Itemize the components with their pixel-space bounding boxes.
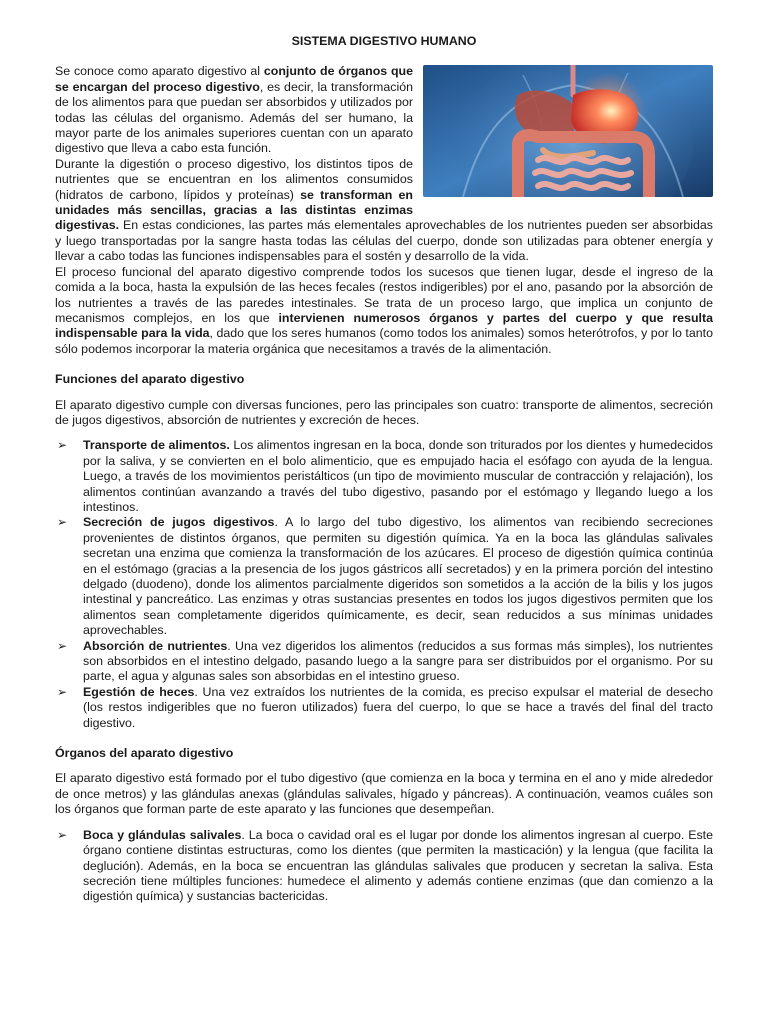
- list-item-term: Absorción de nutrientes: [83, 638, 228, 653]
- arrow-bullet-icon: ➢: [57, 638, 68, 653]
- bold-text: conjunto de órganos que se encargan del proceso digestivo: [55, 64, 414, 94]
- list-item-term: Boca y glándulas salivales: [83, 827, 242, 842]
- list-item-term: Transporte de alimentos.: [83, 438, 230, 453]
- text-run: , es decir, la transformación de los alimentos para que puedan ser absorbidos y utilizados por todas las células del organismo. Además del ser humano, la mayor parte de los animales superiores cuentan con un aparato digestivo que lleva a cabo esta función.: [55, 79, 413, 156]
- arrow-bullet-icon: ➢: [57, 827, 68, 842]
- text-run: En estas condiciones, las partes más elementales aprovechables de los nutrientes pueden ser absorbidas y luego transportadas por la sangre hasta todas las células del cuerpo, donde son utilizadas para obtener energía y llevar a cabo todas las funciones indispensables para el sostén y desarrollo de la vida.: [55, 218, 713, 264]
- digestive-system-illustration-icon: [423, 65, 713, 197]
- funciones-list: [55, 438, 713, 731]
- bold-text: se transforman en unidades más sencillas, gracias a las distintas enzimas digestivas.: [55, 187, 414, 233]
- list-item-text: . Una vez extraídos los nutrientes de la comida, es preciso expulsar el material de desecho (los restos indigeribles que no fueron utilizados) fuera del cuerpo, lo que se hace a través del final del tracto digestivo.: [83, 684, 713, 730]
- digestive-system-image: [423, 65, 713, 197]
- list-item-text: . Una vez digeridos los alimentos (reducidos a sus formas más simples), los nutrientes son absorbidos en el intestino delgado, pasando luego a la sangre para ser distribuidos por el organismo. Por su parte, el agua y algunas sales son absorbidas en el intestino grueso.: [83, 638, 713, 684]
- list-item-text: . La boca o cavidad oral es el lugar por donde los alimentos ingresan al cuerpo. Este órgano contiene distintas estructuras, como los dientes (que permiten la masticación) y la lengua (que facilita la deglución). Además, en la boca se encuentran las glándulas salivales que producen y secretan la saliva. Esta secreción tiene múltiples funciones: humedece el alimento y además contiene enzimas (que dan comienzo a la digestión química) y sustancias bactericidas.: [83, 827, 713, 904]
- intro-paragraph-3: [55, 265, 713, 357]
- text-run: , dado que los seres humanos (como todos los animales) somos heterótrofos, y por lo tanto sólo podemos incorporar la materia orgánica que necesitamos a través de la alimentación.: [55, 326, 713, 356]
- list-item: [55, 639, 713, 685]
- arrow-bullet-icon: ➢: [57, 684, 68, 699]
- list-item: [55, 685, 713, 731]
- arrow-bullet-icon: ➢: [57, 515, 68, 530]
- list-item-term: Secreción de jugos digestivos: [83, 515, 275, 530]
- organos-list: [55, 828, 713, 905]
- list-item: [55, 515, 713, 638]
- list-item-text: . A lo largo del tubo digestivo, los alimentos van recibiendo secreciones provenientes de distintos órganos, que permiten su digestión química. Ya en la boca las glándulas salivales secretan una enzima que comienza la transformación de los azúcares. El proceso de digestión química continúa en el estómago (gracias a la presencia de los jugos gástricos allí secretados) y en la primera porción del intestino delgado (duodeno), donde los alimentos parcialmente digeridos son sometidos a la acción de la bilis y los jugos intestinal y pancreático. Las enzimas y otras sustancias presentes en todos los jugos digestivos permiten que los alimentos sean completamente digeridos químicamente, es decir, sean reducidos a sus mínimas unidades aprovechables.: [83, 515, 713, 638]
- arrow-bullet-icon: ➢: [57, 438, 68, 453]
- list-item: [55, 828, 713, 905]
- section-heading-organos: Órganos del aparato digestivo: [55, 746, 234, 761]
- list-item: [55, 438, 713, 515]
- document-body: [55, 34, 713, 905]
- text-run: Durante la digestión o proceso digestivo, los distintos tipos de nutrientes que se encuentran en los alimentos consumidos (hidratos de carbono, lípidos y proteínas): [55, 156, 413, 202]
- organos-paragraph: El aparato digestivo está formado por el tubo digestivo (que comienza en la boca y termina en el ano y mide alrededor de once metros) y las glándulas anexas (glándulas salivales, hígado y páncreas). A continuación, veamos cuáles son los órganos que forman parte de este aparato y las funciones que desempeñan.: [55, 771, 713, 817]
- document-title: SISTEMA DIGESTIVO HUMANO: [291, 34, 477, 48]
- bold-text: intervienen numerosos órganos y partes del cuerpo y que resulta indispensable para la vida: [55, 310, 713, 341]
- section-heading-funciones: Funciones del aparato digestivo: [55, 372, 245, 387]
- text-run: El proceso funcional del aparato digestivo comprende todos los sucesos que tienen lugar, desde el ingreso de la comida a la boca, hasta la expulsión de las heces fecales (restos indigeribles) por el ano, pasando por la absorción de los nutrientes a través de las paredes intestinales. Se trata de un proceso largo, que implica un conjunto de mecanismos complejos, en los que: [55, 264, 713, 325]
- funciones-paragraph: El aparato digestivo cumple con diversas funciones, pero las principales son cuatro: transporte de alimentos, secreción de jugos digestivos, absorción de nutrientes y excreción de heces.: [55, 397, 713, 427]
- list-item-term: Egestión de heces: [83, 684, 195, 699]
- list-item-text: Los alimentos ingresan en la boca, donde son triturados por los dientes y humedecidos por la saliva, y se convierten en el bolo alimenticio, que es empujado hacia el esófago con ayuda de la lengua. Luego, a través de los movimientos peristálticos (un tipo de movimiento muscular de contracción y relajación), los alimentos continúan avanzando a través del tubo digestivo, pasando por el estómago y llegando luego a los intestinos.: [83, 438, 713, 514]
- text-run: Se conoce como aparato digestivo al: [55, 64, 264, 79]
